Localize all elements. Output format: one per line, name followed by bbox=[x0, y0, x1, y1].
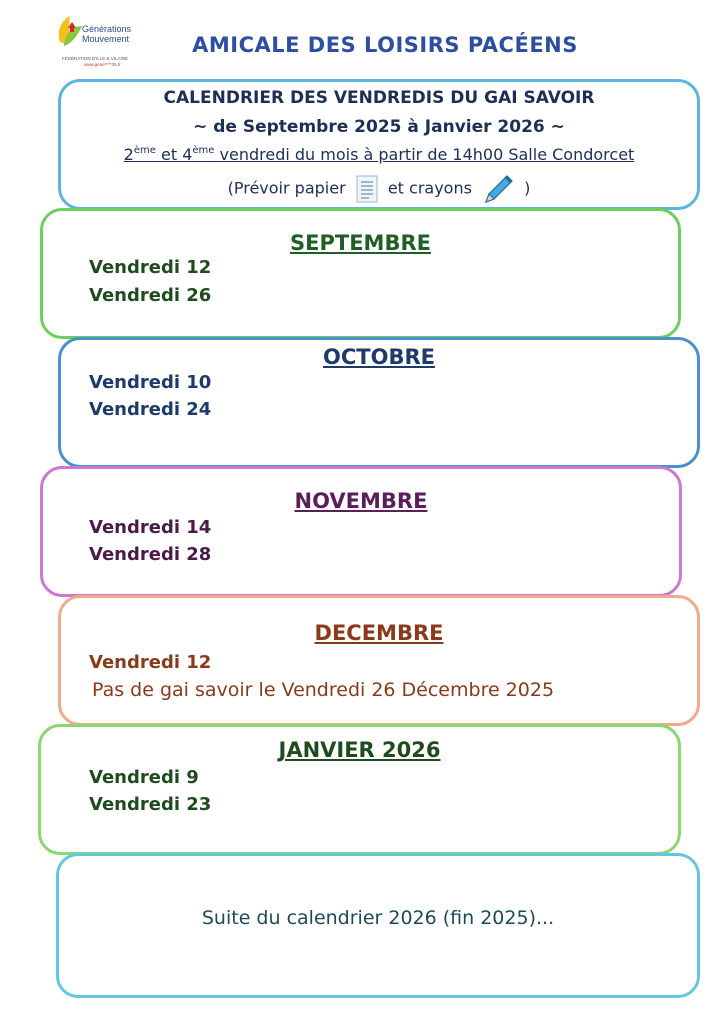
month-title-january: JANVIER 2026 bbox=[278, 738, 441, 762]
generations-mouvement-logo bbox=[52, 12, 142, 70]
month-title-december: DECEMBRE bbox=[314, 621, 444, 645]
date-item: Vendredi 24 bbox=[89, 399, 212, 420]
date-item: Vendredi 14 bbox=[89, 517, 212, 538]
date-item: Vendredi 28 bbox=[89, 544, 212, 565]
date-item: Vendredi 10 bbox=[89, 372, 212, 393]
paper-icon bbox=[354, 174, 380, 204]
date-item: Vendredi 12 bbox=[89, 257, 212, 278]
december-note: Pas de gai savoir le Vendredi 26 Décembre 2025 bbox=[92, 679, 555, 701]
organization-title: AMICALE DES LOISIRS PACÉENS bbox=[192, 33, 578, 57]
supplies-line: (Prévoir papier et crayons ) bbox=[61, 172, 697, 206]
schedule-line: 2ème et 4ème vendredi du mois à partir de 14h00 Salle Condorcet bbox=[123, 145, 635, 164]
month-title-october: OCTOBRE bbox=[323, 345, 435, 369]
logo-federation: FÉDÉRATION D'ILLE & VILAINE bbox=[62, 56, 129, 61]
month-title-september: SEPTEMBRE bbox=[290, 231, 431, 255]
month-box-november bbox=[40, 466, 682, 597]
calendar-header-box bbox=[58, 79, 700, 210]
month-box-october bbox=[58, 337, 700, 468]
date-item: Vendredi 9 bbox=[89, 767, 199, 788]
month-title-november: NOVEMBRE bbox=[294, 489, 428, 513]
date-item: Vendredi 26 bbox=[89, 285, 212, 306]
continuation-box bbox=[56, 853, 700, 998]
month-box-september bbox=[40, 208, 681, 339]
logo-brand: Générations Mouvement bbox=[82, 24, 132, 44]
month-box-december bbox=[58, 595, 700, 726]
calendar-period: ~ de Septembre 2025 à Janvier 2026 ~ bbox=[193, 117, 565, 137]
date-item: Vendredi 23 bbox=[89, 794, 212, 815]
continuation-text: Suite du calendrier 2026 (fin 2025)... bbox=[201, 907, 555, 929]
calendar-title: CALENDRIER DES VENDREDIS DU GAI SAVOIR bbox=[163, 88, 595, 108]
pencil-icon bbox=[480, 172, 516, 206]
logo-website: www.gene****35.fr bbox=[84, 62, 121, 67]
date-item: Vendredi 12 bbox=[89, 652, 212, 673]
month-box-january bbox=[38, 724, 681, 855]
